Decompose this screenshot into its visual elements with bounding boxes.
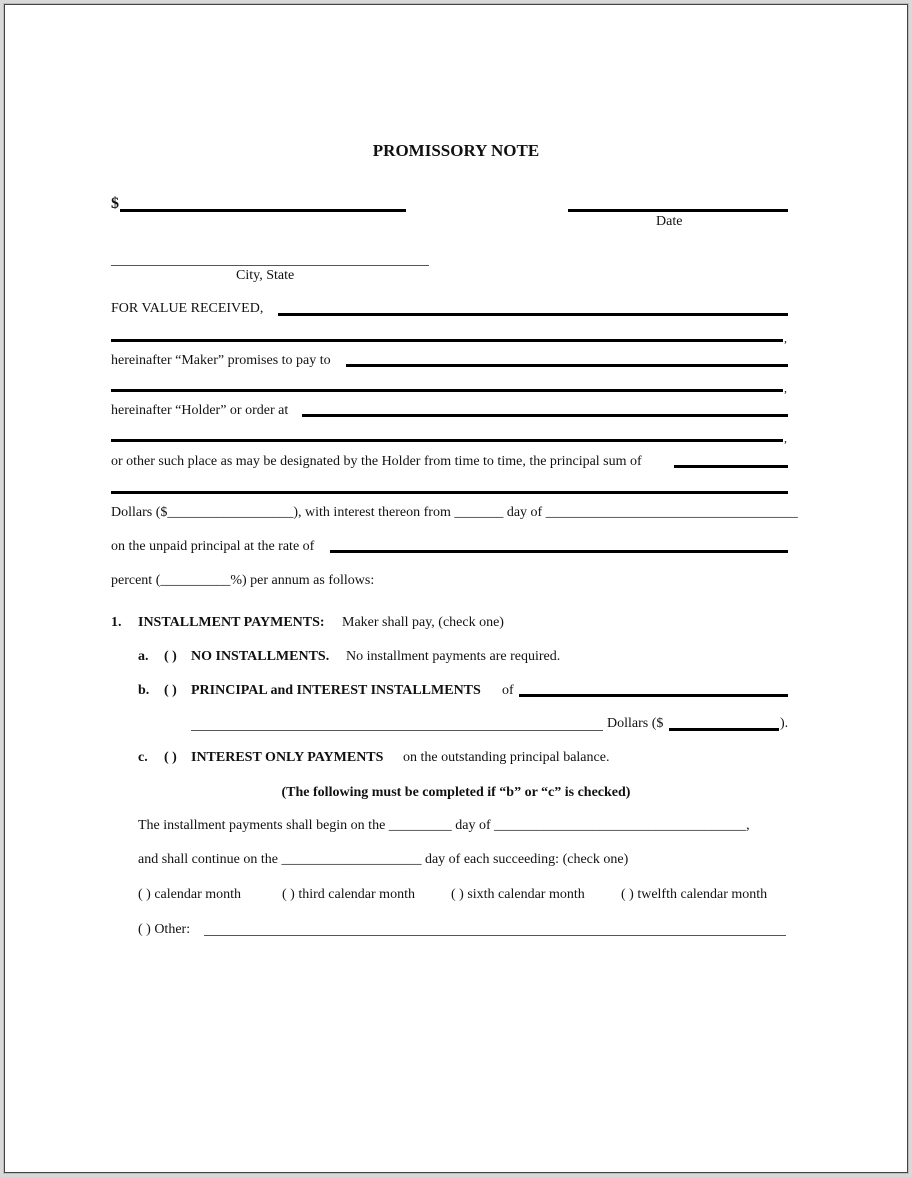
- principal-sum-line-2[interactable]: [111, 491, 788, 494]
- option-c-label: c.: [138, 750, 148, 765]
- begin-text: The installment payments shall begin on the _________ day of ____________________________________,: [138, 818, 750, 833]
- percent-text: percent (__________%) per annum as follows:: [111, 573, 375, 588]
- holder-name-line-2[interactable]: [111, 389, 783, 392]
- option-a-title: NO INSTALLMENTS.: [191, 649, 330, 664]
- address-line-2[interactable]: [111, 439, 783, 442]
- option-b-checkbox[interactable]: ( ): [164, 683, 177, 698]
- option-b-label: b.: [138, 683, 150, 698]
- date-line[interactable]: [568, 209, 788, 212]
- other-line[interactable]: [204, 935, 786, 936]
- for-value-received-text: FOR VALUE RECEIVED,: [111, 301, 264, 316]
- principal-sum-line[interactable]: [674, 465, 788, 468]
- option-other[interactable]: ( ) Other:: [138, 922, 191, 937]
- holder-order-text: hereinafter “Holder” or order at: [111, 403, 289, 418]
- maker-name-line[interactable]: [278, 313, 788, 316]
- installment-figure-line[interactable]: [669, 728, 779, 731]
- option-a-label: a.: [138, 649, 149, 664]
- dollars-interest-text: Dollars ($__________________), with interest thereon from _______ day of ____________________________________: [111, 505, 798, 520]
- rate-text: on the unpaid principal at the rate of: [111, 539, 315, 554]
- date-label: Date: [656, 214, 683, 229]
- option-c-desc: on the outstanding principal balance.: [403, 750, 610, 765]
- principal-sum-text: or other such place as may be designated by the Holder from time to time, the principal sum of: [111, 454, 642, 469]
- rate-line[interactable]: [330, 550, 788, 553]
- installment-dollars-text: Dollars ($: [607, 716, 664, 731]
- document-title: PROMISSORY NOTE: [372, 141, 540, 160]
- option-c-title: INTEREST ONLY PAYMENTS: [191, 750, 384, 765]
- option-c-checkbox[interactable]: ( ): [164, 750, 177, 765]
- section-heading-rest: Maker shall pay, (check one): [342, 615, 504, 630]
- option-b-of: of: [502, 683, 514, 698]
- maker-promise-text: hereinafter “Maker” promises to pay to: [111, 353, 331, 368]
- comma-3: ,: [784, 431, 787, 445]
- address-line[interactable]: [302, 414, 788, 417]
- option-b-title: PRINCIPAL and INTEREST INSTALLMENTS: [191, 683, 481, 698]
- city-state-label: City, State: [236, 268, 295, 283]
- holder-name-line[interactable]: [346, 364, 788, 367]
- section-heading: INSTALLMENT PAYMENTS:: [138, 615, 325, 630]
- continue-text: and shall continue on the ____________________ day of each succeeding: (check one): [138, 852, 629, 867]
- option-third-calendar-month[interactable]: ( ) third calendar month: [282, 887, 415, 902]
- section-number: 1.: [111, 615, 122, 630]
- city-state-line[interactable]: [111, 265, 429, 266]
- option-a-desc: No installment payments are required.: [346, 649, 561, 664]
- option-a-checkbox[interactable]: ( ): [164, 649, 177, 664]
- installment-close: ).: [780, 716, 789, 731]
- comma-1: ,: [784, 331, 787, 345]
- option-calendar-month[interactable]: ( ) calendar month: [138, 887, 242, 902]
- comma-2: ,: [784, 381, 787, 395]
- option-twelfth-calendar-month[interactable]: ( ) twelfth calendar month: [621, 887, 768, 902]
- completion-note: (The following must be completed if “b” or “c” is checked): [281, 785, 631, 800]
- installment-words-line[interactable]: [191, 730, 603, 731]
- dollar-sign: $: [111, 195, 119, 212]
- installment-amount-line[interactable]: [519, 694, 788, 697]
- maker-name-line-2[interactable]: [111, 339, 783, 342]
- option-sixth-calendar-month[interactable]: ( ) sixth calendar month: [451, 887, 585, 902]
- amount-line[interactable]: [120, 209, 406, 212]
